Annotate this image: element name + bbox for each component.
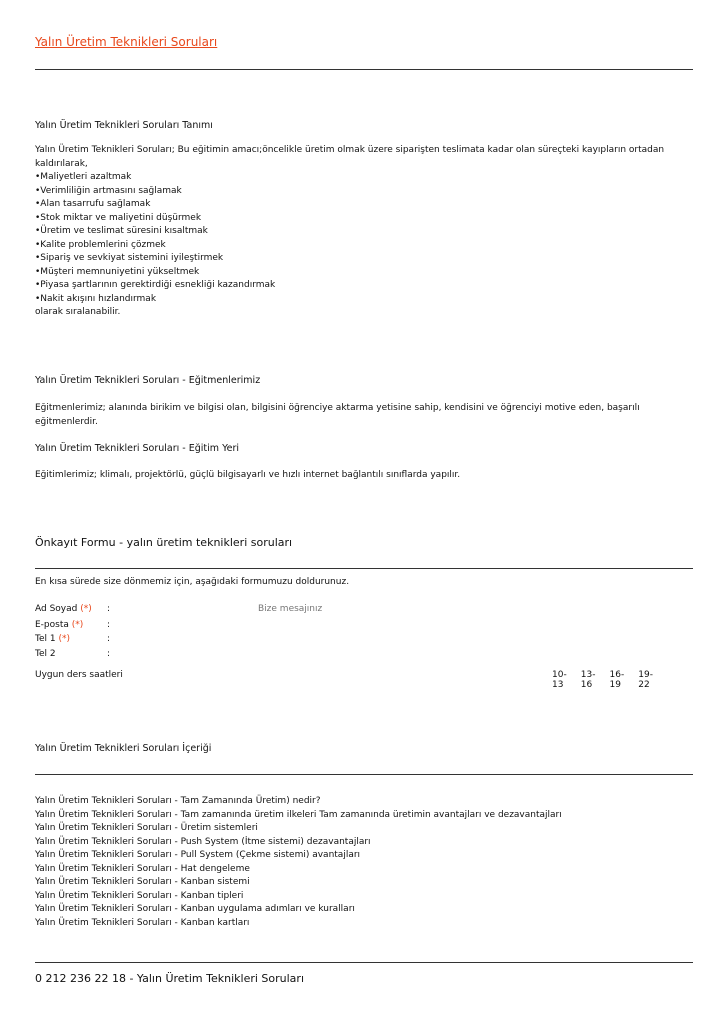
form-heading: Önkayıt Formu - yalın üretim teknikleri soruları — [35, 536, 293, 549]
form-intro: En kısa sürede size dönmemiz için, aşağıdaki formumuzu doldurunuz. — [35, 577, 350, 587]
trainers-text: Eğitmenlerimiz; alanında birikim ve bilgisi olan, bilgisini öğrenciye aktarma yetisine sahip, kendisini ve öğrenciyi motive eden, başarılı eğitmenlerdir. — [35, 403, 640, 427]
list-item: Yalın Üretim Teknikleri Soruları - Tam zamanında üretim ilkeleri Tam zamanında üretimin avantajları ve dezavantajları — [35, 809, 562, 820]
trainers-heading: Yalın Üretim Teknikleri Soruları - Eğitmenlerimiz — [35, 375, 261, 386]
phone2-colon: : — [107, 649, 111, 659]
list-item: •Nakit akışını hızlandırmak — [35, 293, 157, 304]
list-item: •Alan tasarrufu sağlamak — [35, 199, 151, 209]
list-item: Yalın Üretim Teknikleri Soruları - Kanban uygulama adımları ve kuralları — [35, 904, 355, 914]
content-list — [35, 795, 690, 930]
content-divider — [35, 774, 693, 775]
venue-text: Eğitimlerimiz; klimalı, projektörlü, güçlü bilgisayarlı ve hızlı internet bağlantılı sınıflarda yapılır. — [35, 470, 461, 480]
definition-bullet-list — [35, 171, 690, 306]
list-item: •Üretim ve teslimat süresini kısaltmak — [35, 226, 208, 236]
phone1-colon: : — [107, 634, 111, 644]
hour-slot-group — [552, 670, 658, 690]
definition-heading: Yalın Üretim Teknikleri Soruları Tanımı — [35, 120, 213, 131]
form-divider — [35, 568, 693, 569]
footer-text: 0 212 236 22 18 - Yalın Üretim Teknikleri Soruları — [35, 972, 305, 985]
list-item: •Kalite problemlerini çözmek — [35, 239, 166, 250]
list-item: Yalın Üretim Teknikleri Soruları - Üretim sistemleri — [35, 823, 258, 833]
content-heading: Yalın Üretim Teknikleri Soruları İçeriği — [35, 743, 212, 754]
hour-slot-option[interactable]: 13-16 — [580, 670, 596, 690]
hour-slot-option[interactable]: 16-19 — [609, 670, 625, 690]
footer-divider — [35, 962, 693, 963]
list-item: Yalın Üretim Teknikleri Soruları - Kanban kartları — [35, 917, 250, 928]
list-item: •Müşteri memnuniyetini yükseltmek — [35, 266, 200, 277]
list-item: Yalın Üretim Teknikleri Soruları - Pull System (Çekme sistemi) avantajları — [35, 850, 361, 860]
list-item: Yalın Üretim Teknikleri Soruları - Push System (İtme sistemi) dezavantajları — [35, 836, 371, 847]
email-colon: : — [107, 620, 111, 630]
list-item: Yalın Üretim Teknikleri Soruları - Tam Zamanında Üretim) nedir? — [35, 796, 321, 806]
phone1-label: Tel 1 (*) — [35, 634, 70, 644]
list-item: Yalın Üretim Teknikleri Soruları - Kanban tipleri — [35, 890, 244, 901]
hour-slot-option[interactable]: 19-22 — [638, 670, 653, 690]
list-item: Yalın Üretim Teknikleri Soruları - Kanban sistemi — [35, 877, 250, 887]
definition-intro: Yalın Üretim Teknikleri Soruları; Bu eğitimin amacı;öncelikle üretim olmak üzere siparişten teslimata kadar olan süreçteki kayıpların ortadan kaldırılarak, — [35, 145, 665, 169]
list-item: •Verimliliğin artmasını sağlamak — [35, 185, 182, 196]
message-textarea[interactable]: Bize mesajınız — [258, 604, 323, 614]
definition-closing: olarak sıralanabilir. — [35, 307, 121, 317]
hour-slot-option[interactable]: 10-13 — [552, 670, 567, 690]
venue-heading: Yalın Üretim Teknikleri Soruları - Eğitim Yeri — [35, 443, 239, 454]
list-item: •Maliyetleri azaltmak — [35, 172, 132, 182]
list-item: •Sipariş ve sevkiyat sistemini iyileştirmek — [35, 253, 224, 263]
list-item: •Stok miktar ve maliyetini düşürmek — [35, 212, 202, 223]
hours-label: Uygun ders saatleri — [35, 670, 123, 680]
list-item: Yalın Üretim Teknikleri Soruları - Hat dengeleme — [35, 863, 250, 874]
name-label: Ad Soyad (*) — [35, 604, 92, 614]
definition-body — [35, 144, 690, 320]
name-colon: : — [107, 604, 111, 614]
phone2-label: Tel 2 — [35, 649, 56, 659]
email-label: E-posta (*) — [35, 620, 84, 630]
title-link[interactable]: Yalın Üretim Teknikleri Soruları — [35, 35, 218, 49]
list-item: •Piyasa şartlarının gerektirdiği esnekliği kazandırmak — [35, 280, 276, 290]
header-divider — [35, 69, 693, 70]
